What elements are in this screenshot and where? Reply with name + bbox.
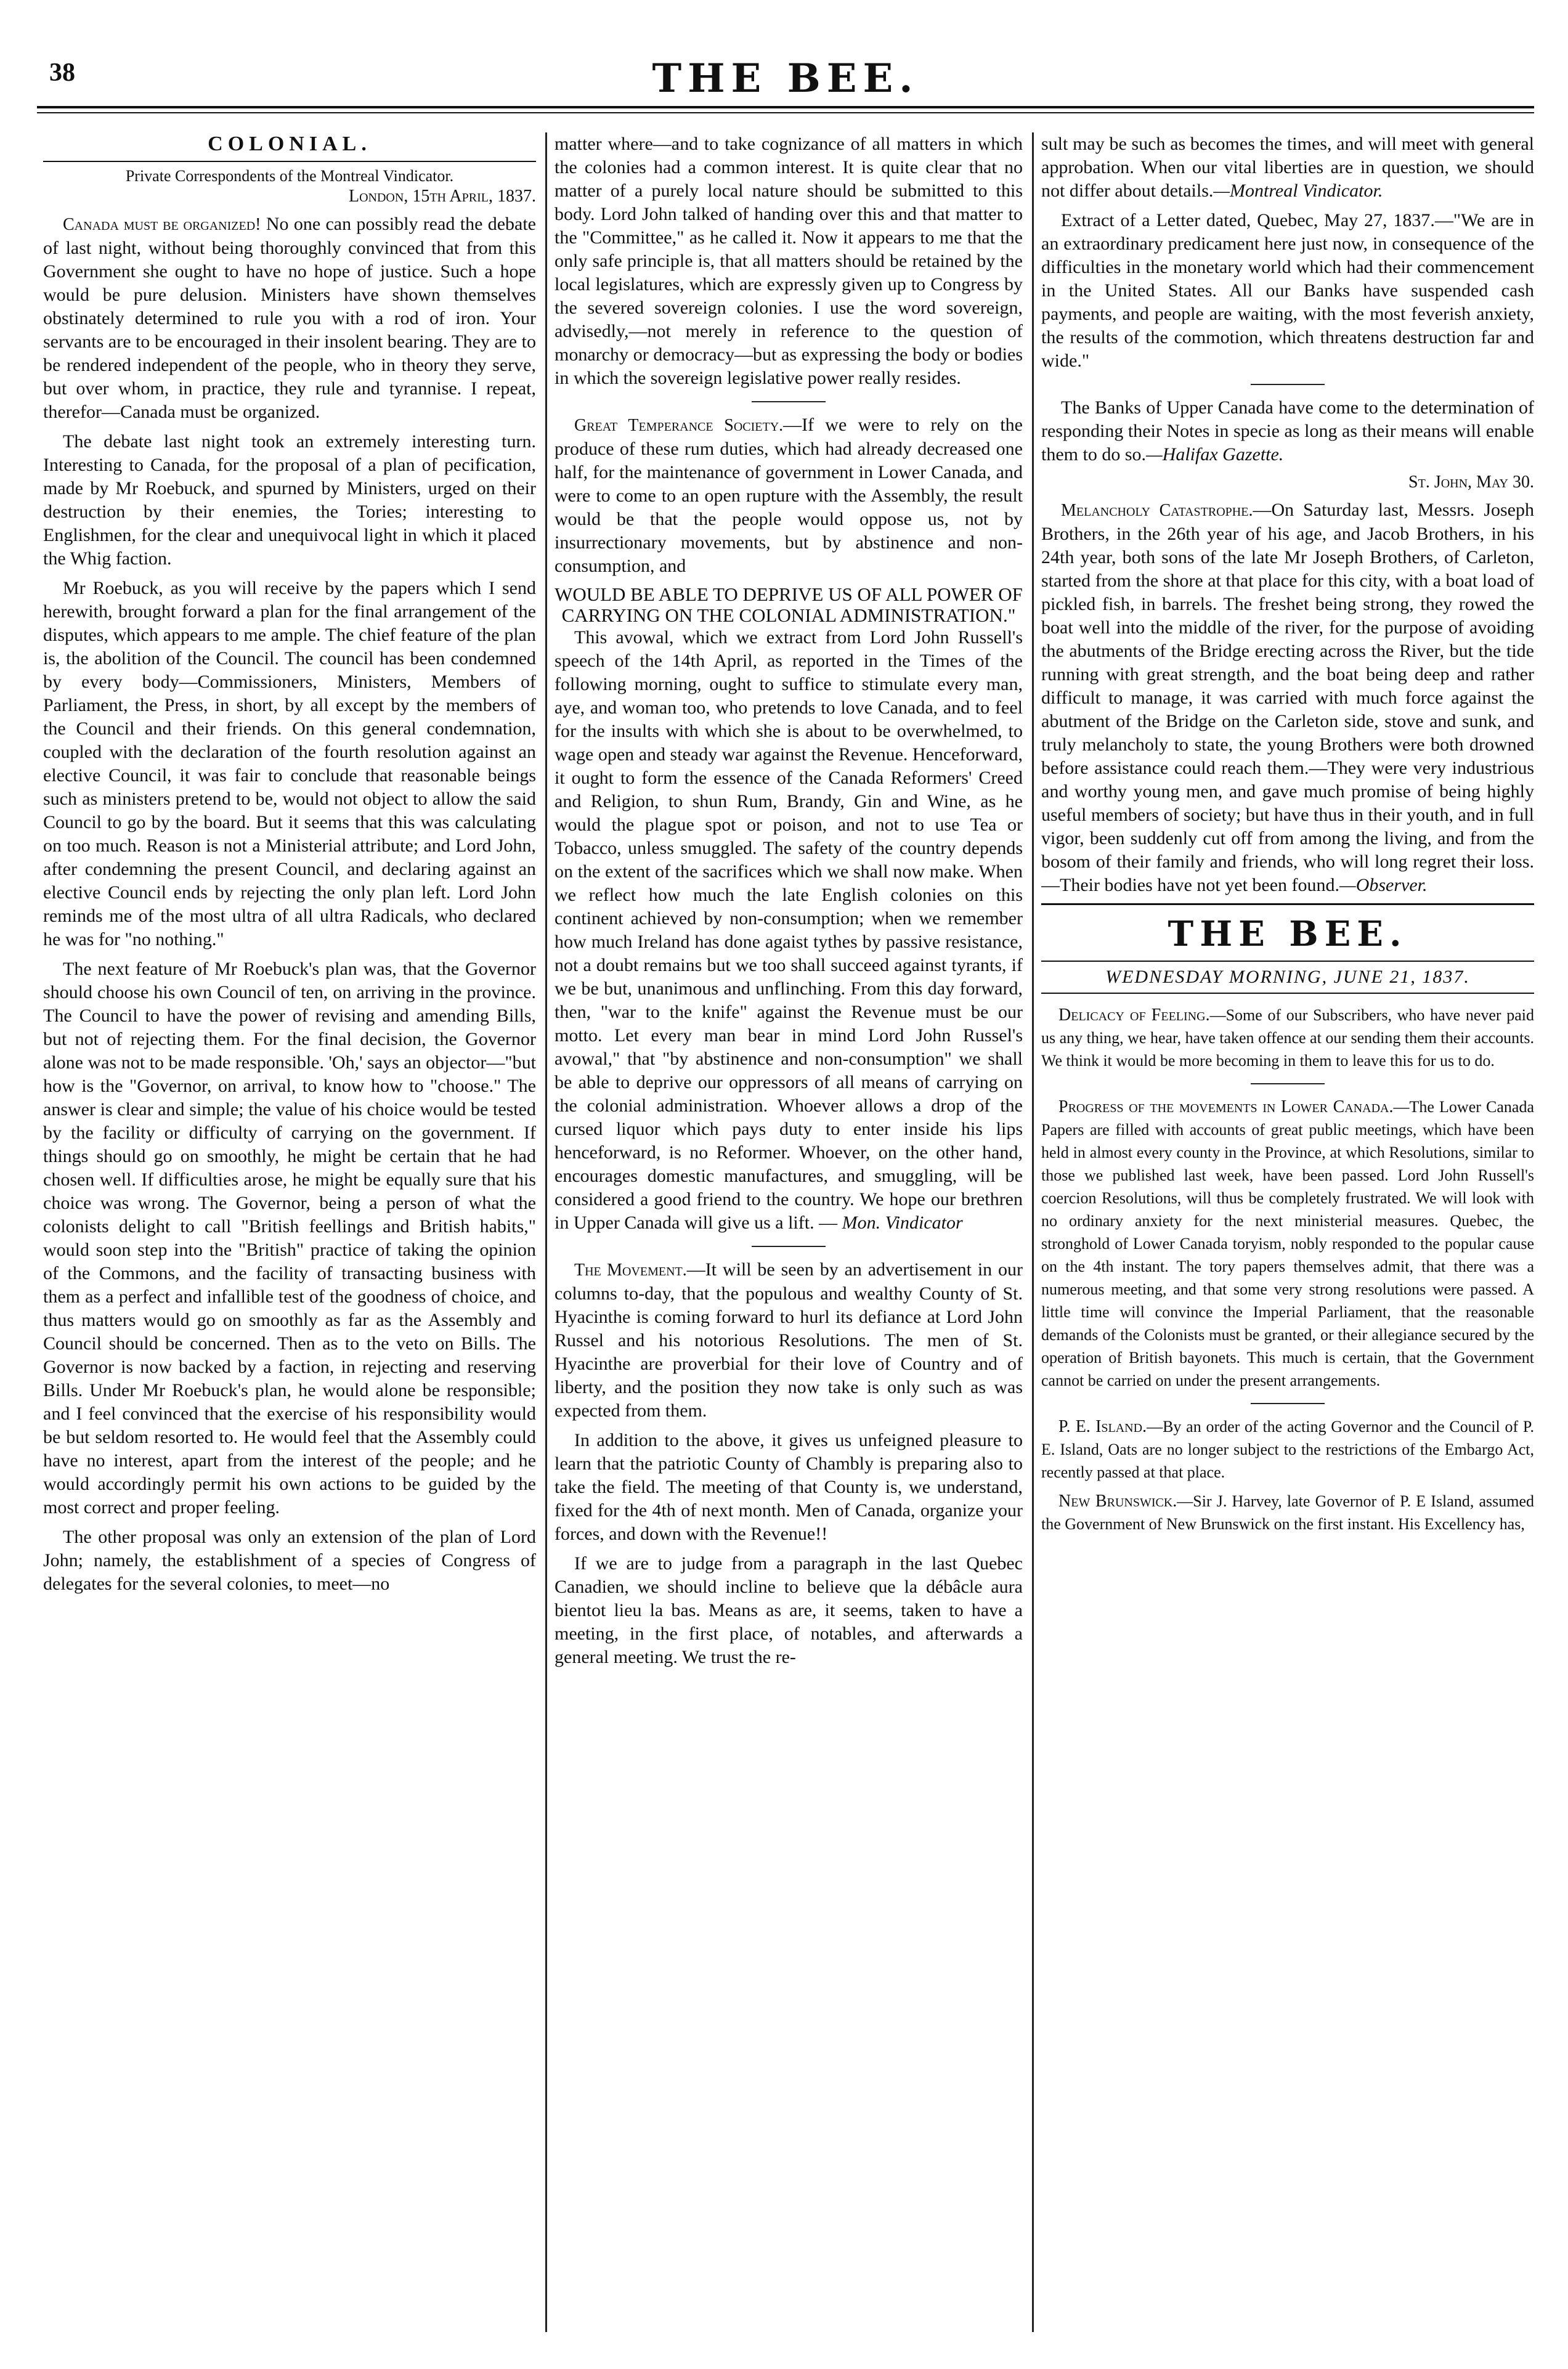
correspondent-note: Private Correspondents of the Montreal Vindicator. [125, 167, 454, 185]
paper-title: THE BEE. [652, 55, 919, 102]
lead-in: Great Temperance Society. [574, 416, 784, 435]
editorial-notes [1041, 1004, 1534, 1535]
article-paragraph: The other proposal was only an extension of the plan of Lord John; namely, the establishment of a species of Congress of delegates for the several colonies, to meet—no [43, 1527, 536, 1594]
edition-date: WEDNESDAY MORNING, JUNE 21, 1837. [1041, 961, 1534, 994]
column-1 [43, 132, 536, 2332]
article-paragraph: The next feature of Mr Roebuck's plan was, that the Governor should choose his own Council of ten, on arriving in the province. The Council to have the power of revising and amending Bills, but not of rejecting them. For the final decision, the Governor alone was not to be made responsible. 'Oh,' says an objector—"but how is the "Governor, on arrival, to know how to "choose." The answer is clear and simple; the value of his choice would be tested by the facility or difficulty of carrying on the government. If things should go on smoothly, he might be certain that he had chosen well. If difficulties arose, he might be equally sure that his choice was wrong. The Governor, being a person of what the colonists delight to call "British feellings and British habits," would soon step into the "British" practice of taking the opinion of the Commons, and the facility of transacting business with them as a perfect and infallible test of the goodness of choice, and thus matters would go on smoothly as far as the Assembly and Council should be concerned. Then as to the veto on Bills. The Governor is now backed by a faction, in rejecting and reserving Bills. Under Mr Roebuck's plan, he would alone be responsible; and I feel convinced that the exercise of his responsibility would be but seldom resorted to. He would feel that the Assembly could have no interest, apart from the interest of the people; and he would accordingly permit his own actions to be guided by the most correct and proper feeling. [43, 959, 536, 1518]
article-paragraph: Extract of a Letter dated, Quebec, May 27, 1837.—"We are in an extraordinary predicament here just now, in consequence of the difficulties in the monetary world which had their commencement in the United States. All our Banks have suspended cash payments, and people are waiting, with the most feverish anxiety, the results of the commotion, which threatens destruction far and wide." [1041, 210, 1534, 371]
section-heading-colonial: COLONIAL. [43, 132, 536, 162]
article-paragraph: sult may be such as becomes the times, and will meet with general approbation. When our vital liberties are in question, we should not differ about details.—Montreal Vindicator. [1041, 134, 1534, 201]
lead-in: Canada must be organized! [63, 215, 261, 234]
column-divider [1032, 132, 1034, 2332]
article-paragraph: P. E. Island.—By an order of the acting Governor and the Council of P. E. Island, Oats are no longer subject to the restrictions of the Embargo Act, recently passed at that place. [1041, 1417, 1534, 1481]
masthead-rule-thin [37, 112, 1534, 113]
article-paragraph: matter where—and to take cognizance of all matters in which the colonies had a common interest. It is quite clear that no matter of a purely local nature should be submitted to this body. Lord John talked of handing over this and that matter to the "Committee," as he called it. Now it appears to me that the only safe principle is, that all matters should be retained by the local legislatures, which are expressly given up to Congress by the severed sovereign colonies. I use the word sovereign, advisedly,—not merely in reference to the question of monarchy or democracy—but as expressing the body or bodies in which the sovereign legislative power really resides. [554, 134, 1023, 388]
lead-in: New Brunswick. [1058, 1492, 1177, 1511]
article-paragraph: In addition to the above, it gives us unfeigned pleasure to learn that the patriotic County of Chambly is preparing also to take the field. The meeting of that County is, we understand, fixed for the 4th of next month. Men of Canada, organize your forces, and down with the Revenue!! [554, 1430, 1023, 1544]
source-signature: —Montreal Vindicator. [1213, 181, 1383, 201]
article-paragraph: The debate last night took an extremely interesting turn. Interesting to Canada, for the proposal of a plan of pecification, made by Mr Roebuck, and spurned by Ministers, urged on their destruction by their enemies, the Tories; interesting to Englishmen, for the clear and unequivocal light in which it placed the Whig faction. [43, 431, 536, 569]
lead-in: Delicacy of Feeling. [1058, 1006, 1210, 1025]
article-paragraph: Mr Roebuck, as you will receive by the papers which I send herewith, brought forward a plan for the final arrangement of the disputes, which appears to me ample. The chief feature of the plan is, the abolition of the Council. The council has been condemned by every body—Commissioners, Ministers, Members of Parliament, the Press, in short, by all except by the members of the Council and their friends. On this general condemnation, coupled with the declaration of the fourth resolution against an elective Council, it was fair to conclude that reasonable beings such as ministers pretend to be, would not object to allow the said Council to go by the board. But it seems that this was calculating on too much. Reason is not a Ministerial attribute; and Lord John, after condemning the present Council, and declaring against an elective Council ends by rejecting the only plan left. Lord John reminds me of the most ultra of all ultra Radicals, who declared he was for "no nothing." [43, 578, 536, 949]
lead-in: The Movement. [574, 1261, 687, 1280]
source-signature: —Halifax Gazette. [1146, 444, 1284, 465]
article-paragraph: Progress of the movements in Lower Canada.—The Lower Canada Papers are filled with accounts of great public meetings, which have been held in almost every county in the Province, at which Resolutions, similar to those we published last week, have been passed. Lord John Russell's coercion Resolutions, will thus be completely frustrated. We will look with no ordinary anxiety for the next ministerial measures. Quebec, the stronghold of Lower Canada toryism, nobly responded to the popular cause on the 4th instant. The tory papers themselves admit, that there was a numerous meeting, and that some very strong resolutions were passed. A little time will convince the Imperial Parliament, that the reasonable demands of the Colonists must be granted, or their allegiance secured by the operation of British bayonets. This much is certain, that the Government cannot be carried on under the present arrangements. [1041, 1097, 1534, 1389]
article-paragraph: New Brunswick.—Sir J. Harvey, late Governor of P. E Island, assumed the Government of New Brunswick on the first instant. His Excellency has, [1041, 1492, 1534, 1533]
column-divider [545, 132, 547, 2332]
column-3 [1041, 132, 1534, 2332]
article-paragraph: If we are to judge from a paragraph in the last Quebec Canadien, we should incline to believe que la débâcle aura bientot lieu la bas. Means as are, it seems, taken to have a meeting, in the first place, of notables, and afterwards a general meeting. We trust the re- [554, 1553, 1023, 1667]
article-paragraph: Great Temperance Society.—If we were to rely on the produce of these rum duties, which had already decreased one half, for the maintenance of government in Lower Canada, and were to come to an open rupture with the Assembly, the result would be that the people would oppose us, not by insurrectionary movements, but by abstinence and non-consumption, and [554, 415, 1023, 576]
masthead-rule [37, 106, 1534, 108]
dateline: London, 15th April, 1837. [349, 187, 536, 206]
lead-in: Melancholy Catastrophe. [1061, 501, 1253, 520]
article-paragraph: The Movement.—It will be seen by an advertisement in our columns to-day, that the populous and wealthy County of St. Hyacinthe is coming forward to hurl its defiance at Lord John Russel and his notorious Resolutions. The men of St. Hyacinthe are proverbial for their love of Country and of liberty, and the position they now take is only such as was expected from them. [554, 1259, 1023, 1421]
article-paragraph: Canada must be organized! No one can possibly read the debate of last night, without being thoroughly convinced that from this Government she ought to have no hope of justice. Such a hope would be pure delusion. Ministers have shown themselves obstinately determined to rule you with a rod of iron. Your servants are to be encouraged in their insolent bearing. They are to be rendered independent of the people, who in theory they serve, but over whom, in practice, they rule and tyrannise. I repeat, therefor—Canada must be organized. [43, 214, 536, 422]
separator [1251, 384, 1325, 385]
article-paragraph: Delicacy of Feeling.—Some of our Subscribers, who have never paid us any thing, we hear, have taken offence at our sending them their accounts. We think it would be more becoming in them to leave this for us to do. [1041, 1006, 1534, 1070]
separator [752, 1246, 826, 1247]
page-number: 38 [49, 59, 75, 87]
dateline: St. John, May 30. [1408, 473, 1534, 492]
separator [1251, 1403, 1325, 1404]
section-rule [1041, 903, 1534, 905]
lead-in: P. E. Island. [1058, 1417, 1147, 1436]
article-paragraph: The Banks of Upper Canada have come to the determination of responding their Notes in specie as long as their means will enable them to do so.—Halifax Gazette. [1041, 397, 1534, 465]
source-signature: —Observer. [1339, 875, 1428, 895]
column-2 [554, 132, 1023, 2332]
lead-in: Progress of the movements in Lower Canada. [1058, 1097, 1394, 1116]
separator [752, 401, 826, 402]
article-paragraph: This avowal, which we extract from Lord John Russell's speech of the 14th April, as reported in the Times of the following morning, ought to suffice to stimulate every man, aye, and woman too, who pretends to love Canada, and to feel for the insults with which she is about to be overwhelmed, to wage open and steady war against the Revenue. Henceforward, it ought to form the essence of the Canada Reformers' Creed and Religion, to shun Rum, Brandy, Gin and Wine, as he would the plague spot or poison, and not to use Tea or Tobacco, unless smuggled. The safety of the country depends on the extent of the sacrifices which we shall now make. When we reflect how much the late English colonies on this continent achieved by non-consumption; when we remember how much Ireland has done agaist tythes by passive resistance, not a doubt remains but we too shall succeed against tyrants, if we be but, unanimous and unflinching. From this day forward, then, "war to the knife" against the Revenue must be our motto. Let every man bear in mind Lord John Russel's avowal," that "by abstinence and non-consumption" we shall be able to deprive our oppressors of all means of carrying on the colonial administration. Whoever allows a drop of the cursed liquor which pays duty to enter inside his lips henceforward, is no Reformer. Whoever, on the other hand, encourages domestic manufactures, and smuggling, will be considered a good friend to the country. We hope our brethren in Upper Canada will give us a lift. — Mon. Vindicator [554, 627, 1023, 1233]
caps-quote: WOULD BE ABLE TO DEPRIVE US OF ALL POWER OF CARRYING ON THE COLONIAL ADMINISTRATION." [554, 583, 1023, 626]
masthead [37, 55, 1534, 123]
editorial-masthead: THE BEE. [1168, 914, 1408, 954]
article-paragraph: Melancholy Catastrophe.—On Saturday last, Messrs. Joseph Brothers, in the 26th year of his age, and Jacob Brothers, in his 24th year, both sons of the late Mr Joseph Brothers, of Carleton, started from the shore at that place for this city, with a boat load of pickled fish, in barrels. The freshet being strong, they rowed the boat well into the middle of the river, for the purpose of avoiding the abutments of the Bridge erecting across the River, but the tide running with great strength, and the boat being deep and rather difficult to manage, it was carried with much force against the abutment of the Bridge on the Carleton side, stove and sunk, and truly melancholy to state, the young Brothers were both drowned before assistance could reach them.—They were very industrious and worthy young men, and gave much promise of being highly useful members of society; but have thus in their youth, and in full vigor, been suddenly cut off from among the living, and from the bosom of their family and friends, who will long regret their loss.—Their bodies have not yet been found.—Observer. [1041, 500, 1534, 895]
separator [1251, 1083, 1325, 1084]
source-signature: Mon. Vindicator [842, 1213, 963, 1233]
